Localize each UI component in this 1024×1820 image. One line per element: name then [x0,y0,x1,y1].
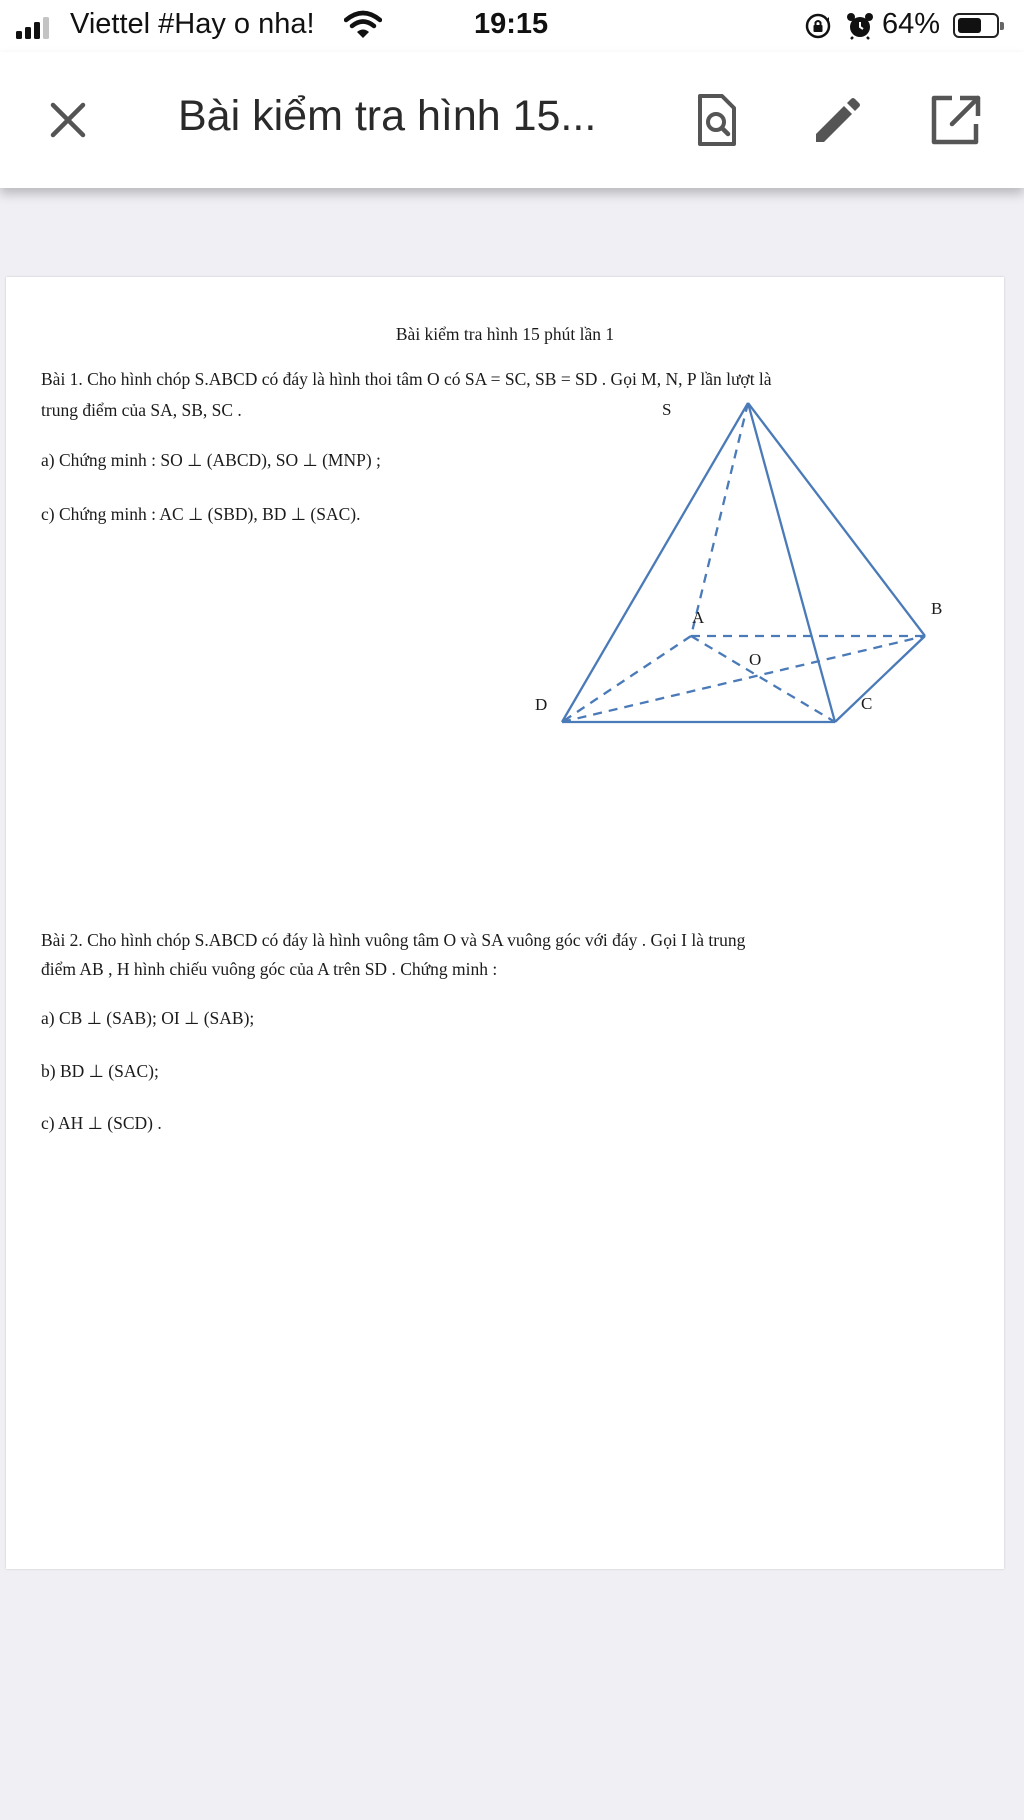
close-button[interactable] [40,92,96,148]
bai2-part-a: a) CB ⊥ (SAB); OI ⊥ (SAB); [41,1008,255,1028]
bai1-part-c: c) Chứng minh : AC ⊥ (SBD), BD ⊥ (SAC). [41,504,361,524]
battery-fill [958,18,981,33]
bai2-part-b: b) BD ⊥ (SAC); [41,1061,159,1081]
edit-pencil-icon [816,98,860,142]
label-s: S [662,400,672,419]
edit-button[interactable] [806,90,866,150]
document-title: Bài kiểm tra hình 15... [178,92,597,140]
find-in-page-button[interactable] [686,90,746,150]
find-in-page-icon [700,96,734,144]
edge-sb [748,403,925,636]
alarm-icon [845,11,875,41]
open-external-icon [934,98,978,142]
label-a: A [692,608,705,627]
battery-percent: 64% [882,8,941,40]
diag-ac-hidden [691,636,835,722]
app-toolbar [0,52,1024,188]
label-c: C [861,694,873,713]
label-o: O [749,650,762,669]
close-icon [53,105,83,135]
pyramid-diagram [6,277,1004,747]
edge-sa-hidden [691,403,748,636]
open-external-button[interactable] [926,90,986,150]
document-page[interactable] [6,277,1004,1569]
bai1-line1: Bài 1. Cho hình chóp S.ABCD có đáy là hình thoi tâm O có SA = SC, SB = SD . Gọi M, N, P lần lượt là [41,369,772,389]
document-heading: Bài kiểm tra hình 15 phút lần 1 [395,324,615,344]
label-d: D [535,695,548,714]
carrier-name: Viettel #Hay o nha! [70,8,315,40]
label-b: B [931,599,943,618]
status-time: 19:15 [474,8,549,40]
edge-cb [835,636,925,722]
orientation-lock-icon [804,12,832,40]
edge-sd [562,403,748,722]
edge-sc [748,403,835,722]
battery-icon [953,13,999,38]
bai2-line1: Bài 2. Cho hình chóp S.ABCD có đáy là hình vuông tâm O và SA vuông góc với đáy . Gọi I là trung [41,930,746,950]
bai1-part-a: a) Chứng minh : SO ⊥ (ABCD), SO ⊥ (MNP) ; [41,450,381,470]
status-bar [0,0,1024,52]
wifi-icon [344,10,382,40]
bai1-line2: trung điểm của SA, SB, SC . [41,400,242,420]
edge-ad-hidden [562,636,691,722]
bai2-part-c: c) AH ⊥ (SCD) . [41,1113,162,1133]
bai2-line2: điểm AB , H hình chiếu vuông góc của A trên SD . Chứng minh : [41,959,498,979]
